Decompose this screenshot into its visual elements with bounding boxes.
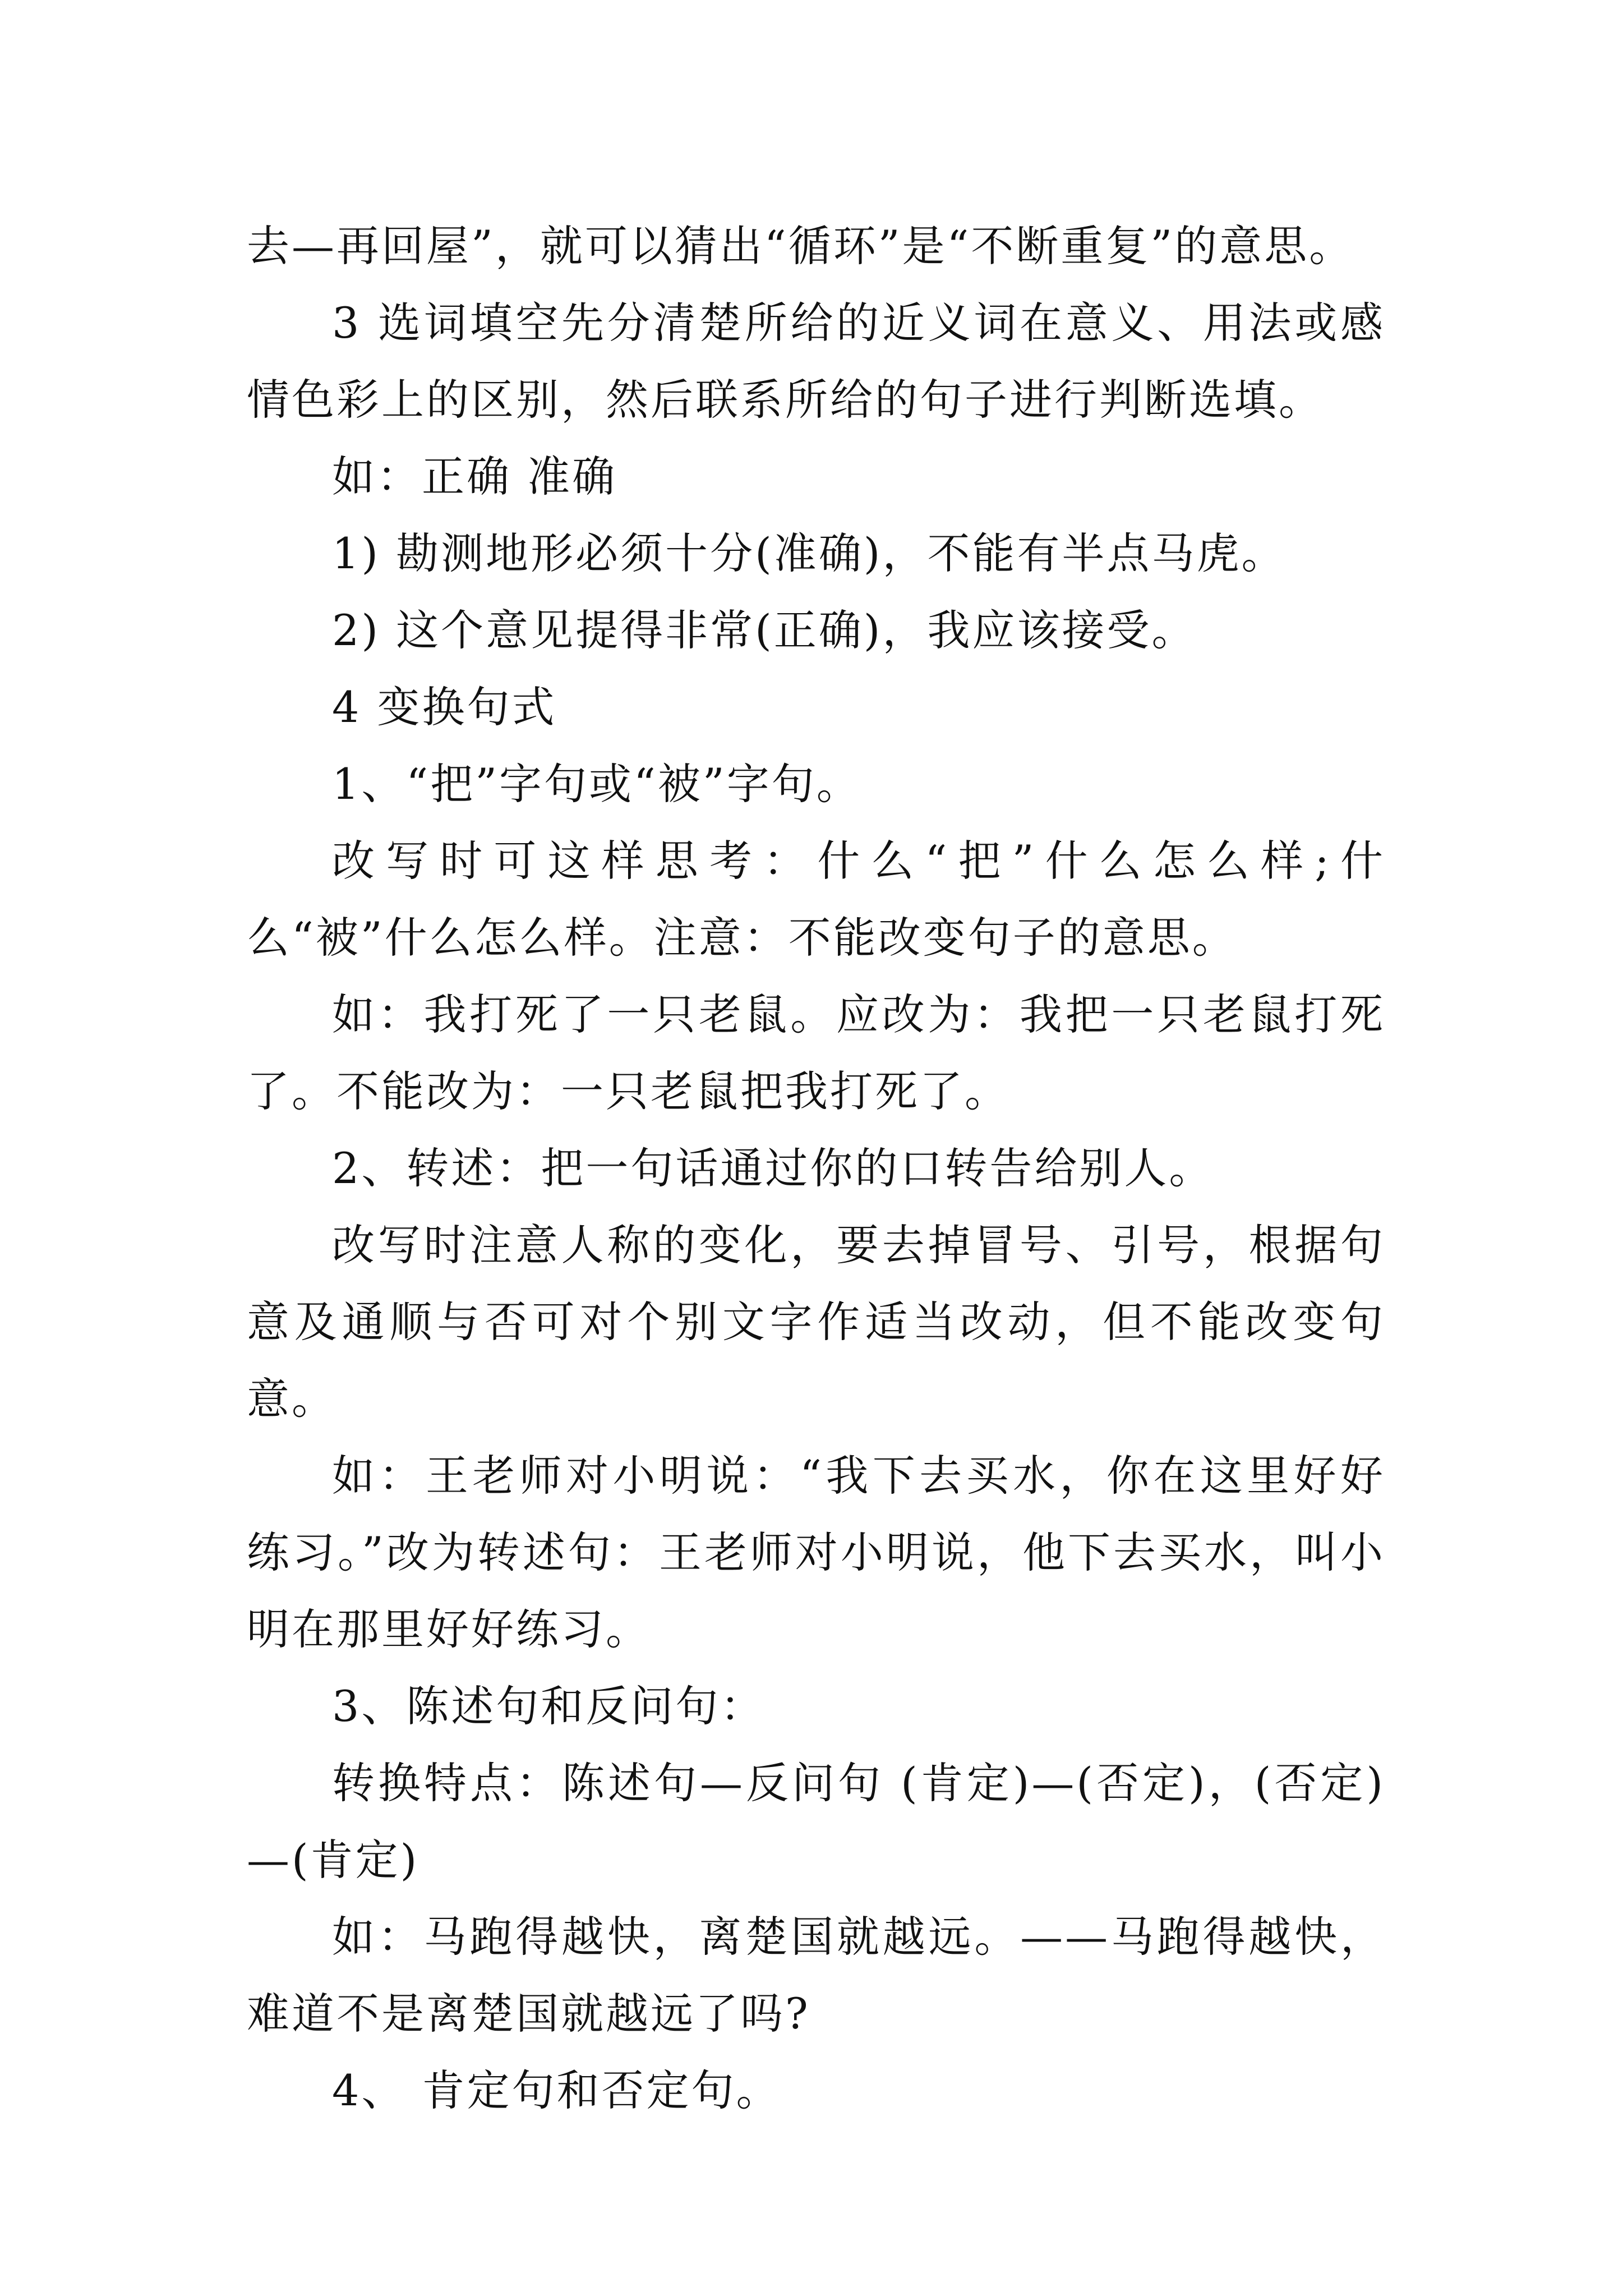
paragraph-6: 4 变换句式: [332, 682, 557, 732]
paragraph-15: 如：马跑得越快，离楚国就越远。——马跑得越快，难道不是离楚国就越远了吗?: [247, 1912, 1385, 2039]
paragraph-13: 3、陈述句和反问句：: [332, 1681, 766, 1731]
paragraph-4: 1) 勘测地形必须十分(准确)，不能有半点马虎。: [332, 528, 1287, 578]
paragraph-5: 2) 这个意见提得非常(正确)，我应该接受。: [332, 605, 1197, 655]
document-body: [247, 208, 1385, 2129]
paragraph-1: 去—再回屋”，就可以猜出“循环”是“不断重复”的意思。: [247, 221, 1354, 271]
paragraph-16: 4、 肯定句和否定句。: [332, 2065, 781, 2115]
paragraph-9: 如：我打死了一只老鼠。应改为：我把一只老鼠打死了。不能改为：一只老鼠把我打死了。: [247, 990, 1385, 1116]
paragraph-12: 如：王老师对小明说：“我下去买水，你在这里好好练习。”改为转述句：王老师对小明说，他下去买水，叫小明在那里好好练习。: [247, 1451, 1385, 1654]
paragraph-2: 3 选词填空先分清楚所给的近义词在意义、用法或感情色彩上的区别，然后联系所给的句子进行判断选填。: [247, 298, 1385, 425]
paragraph-8: 改写时可这样思考：什么“把”什么怎么样;什么“被”什么怎么样。注意：不能改变句子的意思。: [247, 836, 1385, 963]
paragraph-10: 2、转述：把一句话通过你的口转告给别人。: [332, 1143, 1214, 1193]
paragraph-7: 1、“把”字句或“被”字句。: [332, 759, 861, 809]
paragraph-11: 改写时注意人称的变化，要去掉冒号、引号，根据句意及通顺与否可对个别文字作适当改动，但不能改变句意。: [247, 1220, 1385, 1424]
paragraph-3: 如：正确 准确: [332, 452, 617, 501]
paragraph-14: 转换特点：陈述句—反问句 (肯定)—(否定)，(否定)—(肯定): [247, 1758, 1385, 1885]
